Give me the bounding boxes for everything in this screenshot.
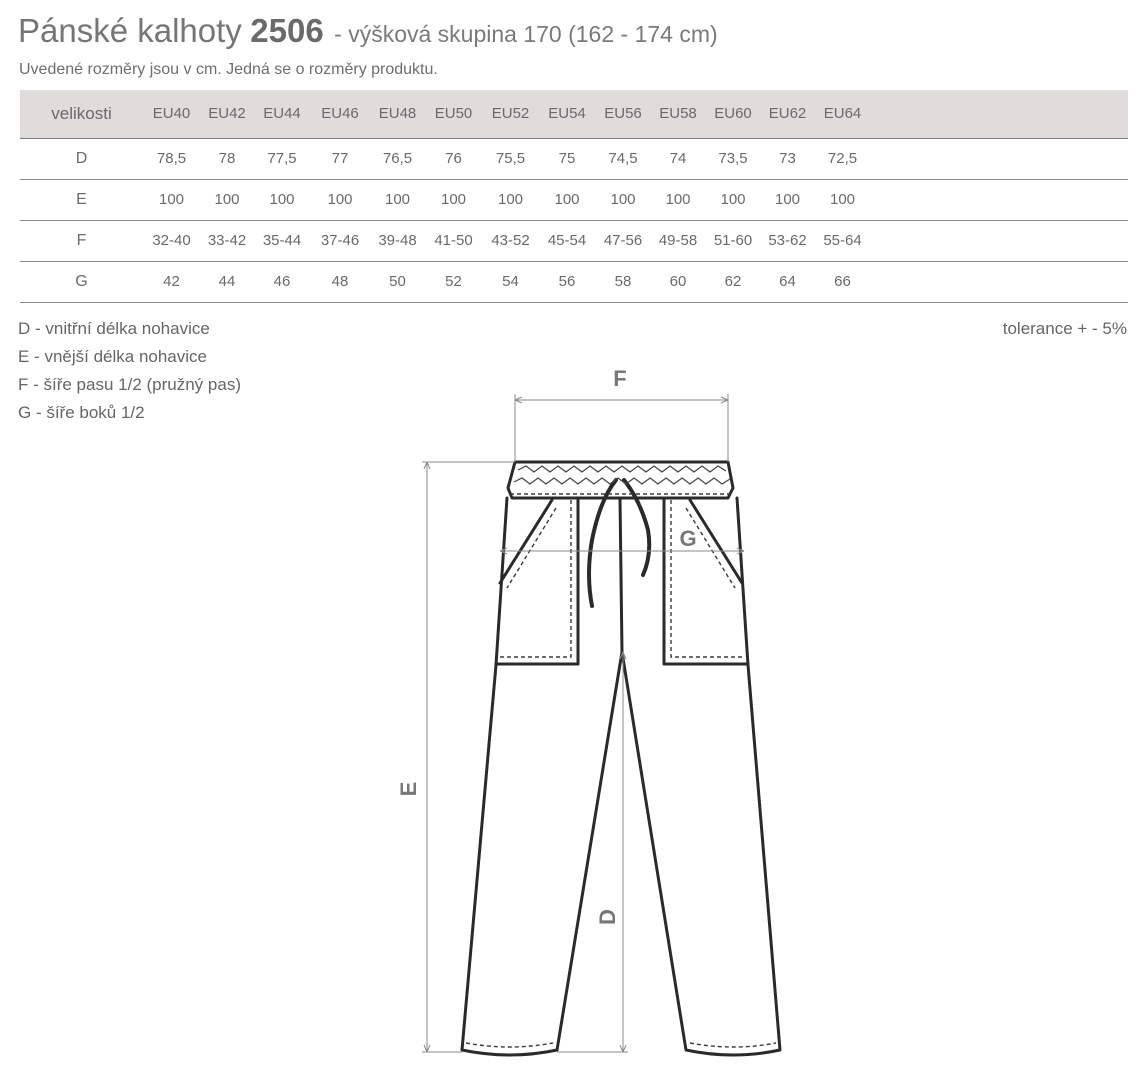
title-subtitle: - výšková skupina 170 (162 - 174 cm) <box>334 21 718 47</box>
table-cell: 100 <box>651 179 705 220</box>
dimension-label-f: F <box>613 366 627 391</box>
table-cell: 75,5 <box>482 138 539 179</box>
table-cell: 42 <box>143 261 200 302</box>
table-cell: 51-60 <box>705 220 761 261</box>
size-header: EU46 <box>310 90 370 138</box>
table-cell: 100 <box>482 179 539 220</box>
table-cell: 100 <box>425 179 482 220</box>
table-cell: 100 <box>814 179 871 220</box>
legend-item-d: D - vnitřní délka nohavice <box>18 319 210 338</box>
table-cell: 48 <box>310 261 370 302</box>
table-cell: 73,5 <box>705 138 761 179</box>
table-cell: 46 <box>254 261 310 302</box>
size-header: EU42 <box>200 90 254 138</box>
table-cell: 77,5 <box>254 138 310 179</box>
table-cell: 53-62 <box>761 220 814 261</box>
waistband-elastic <box>514 466 730 484</box>
table-cell: 50 <box>370 261 425 302</box>
table-cell: 39-48 <box>370 220 425 261</box>
size-header: EU48 <box>370 90 425 138</box>
table-cell: 47-56 <box>595 220 651 261</box>
table-cell: 76,5 <box>370 138 425 179</box>
row-label: E <box>20 179 143 220</box>
table-cell: 100 <box>370 179 425 220</box>
table-cell: 100 <box>595 179 651 220</box>
table-cell: 56 <box>539 261 595 302</box>
table-cell: 58 <box>595 261 651 302</box>
table-cell: 62 <box>705 261 761 302</box>
legend-item-g: G - šíře boků 1/2 <box>18 403 145 422</box>
size-header: EU56 <box>595 90 651 138</box>
table-cell: 55-64 <box>814 220 871 261</box>
table-cell: 54 <box>482 261 539 302</box>
dimension-label-d: D <box>595 909 620 925</box>
table-cell: 78,5 <box>143 138 200 179</box>
table-cell: 74,5 <box>595 138 651 179</box>
table-cell: 76 <box>425 138 482 179</box>
size-header: EU60 <box>705 90 761 138</box>
row-label: F <box>20 220 143 261</box>
size-header: EU64 <box>814 90 871 138</box>
table-cell: 100 <box>705 179 761 220</box>
size-header: EU44 <box>254 90 310 138</box>
legend-item-f: F - šíře pasu 1/2 (pružný pas) <box>18 375 241 394</box>
table-cell: 52 <box>425 261 482 302</box>
size-header: EU40 <box>143 90 200 138</box>
dimension-label-e: E <box>396 781 421 797</box>
table-cell: 73 <box>761 138 814 179</box>
table-cell: 100 <box>539 179 595 220</box>
table-cell: 41-50 <box>425 220 482 261</box>
size-header: EU54 <box>539 90 595 138</box>
table-cell: 35-44 <box>254 220 310 261</box>
table-cell: 100 <box>310 179 370 220</box>
size-header: EU58 <box>651 90 705 138</box>
table-cell: 100 <box>761 179 814 220</box>
legend-item-e: E - vnější délka nohavice <box>18 347 207 366</box>
size-header: EU50 <box>425 90 482 138</box>
table-cell: 72,5 <box>814 138 871 179</box>
row-label: G <box>20 261 143 302</box>
table-cell: 60 <box>651 261 705 302</box>
table-cell: 32-40 <box>143 220 200 261</box>
table-cell: 43-52 <box>482 220 539 261</box>
table-cell: 75 <box>539 138 595 179</box>
size-header: EU52 <box>482 90 539 138</box>
table-cell: 100 <box>254 179 310 220</box>
tolerance-note: tolerance + - 5% <box>1002 319 1127 338</box>
dimension-label-g: G <box>679 526 697 551</box>
title-main: Pánské kalhoty <box>18 12 242 49</box>
table-cell: 78 <box>200 138 254 179</box>
table-cell: 77 <box>310 138 370 179</box>
table-cell: 37-46 <box>310 220 370 261</box>
table-cell: 66 <box>814 261 871 302</box>
table-cell: 100 <box>200 179 254 220</box>
table-cell: 45-54 <box>539 220 595 261</box>
table-cell: 49-58 <box>651 220 705 261</box>
table-cell: 64 <box>761 261 814 302</box>
size-header: EU62 <box>761 90 814 138</box>
table-cell: 33-42 <box>200 220 254 261</box>
units-note: Uvedené rozměry jsou v cm. Jedná se o rozměry produktu. <box>19 61 438 78</box>
table-cell: 74 <box>651 138 705 179</box>
table-cell: 44 <box>200 261 254 302</box>
size-header-label: velikosti <box>20 90 143 138</box>
row-label: D <box>20 138 143 179</box>
title-model-number: 2506 <box>250 12 324 49</box>
table-cell: 100 <box>143 179 200 220</box>
